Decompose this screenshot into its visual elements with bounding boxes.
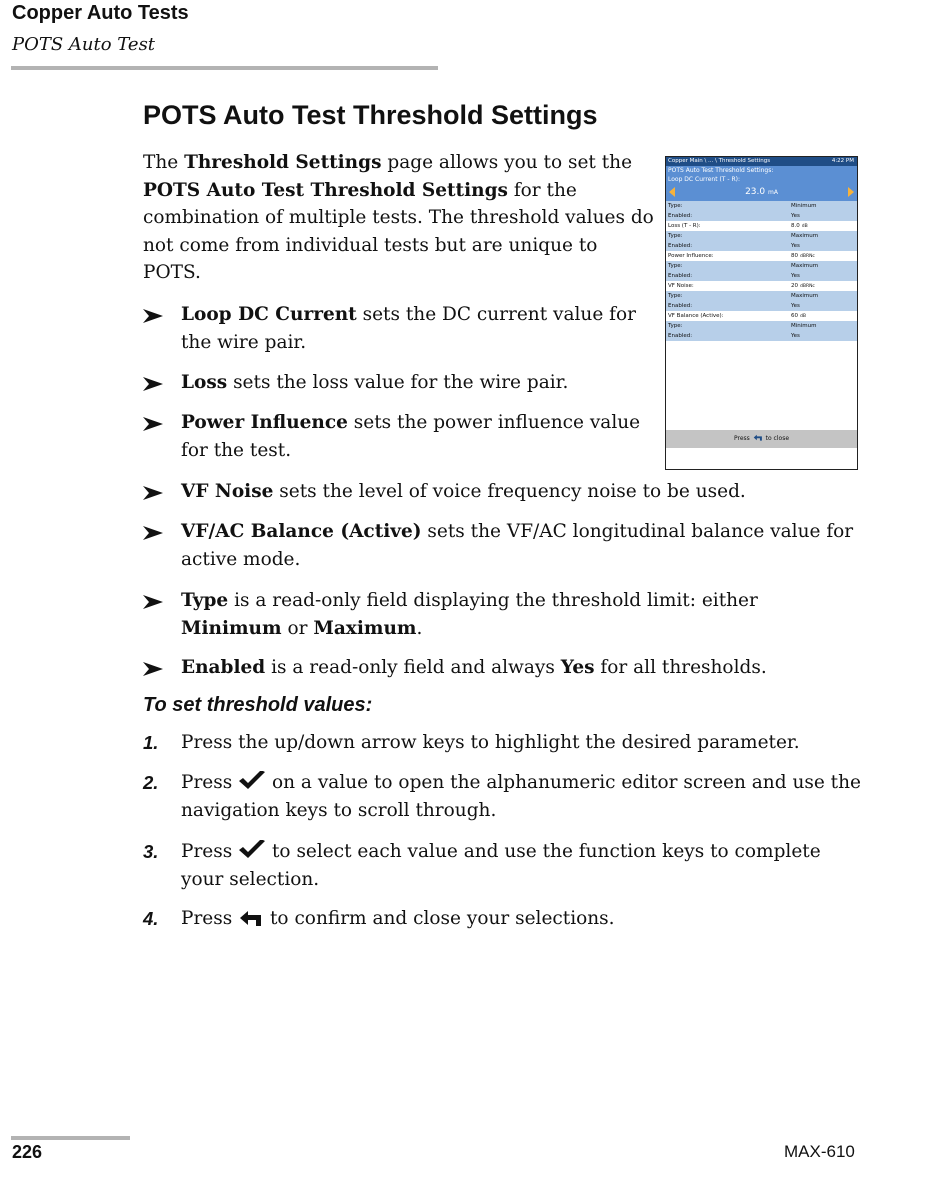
bullet-term: Type <box>181 590 229 611</box>
device-setting-label: VF Balance (Active): <box>668 313 724 319</box>
footer-rule <box>11 1136 130 1140</box>
bullet-desc: sets the level of voice frequency noise to be used. <box>273 481 746 502</box>
intro-term: POTS Auto Test Threshold Settings <box>143 179 508 201</box>
device-setting-row[interactable] <box>666 281 857 291</box>
device-setting-label: Type: <box>668 263 683 269</box>
bullet-text <box>181 587 861 642</box>
device-setting-value <box>791 271 800 281</box>
device-setting-row[interactable] <box>666 261 857 271</box>
step-text <box>181 769 861 824</box>
step-number: 1. <box>143 732 159 753</box>
page-title: POTS Auto Test Threshold Settings <box>143 100 598 130</box>
product-model: MAX-610 <box>784 1142 855 1161</box>
bullet-desc: sets the power influence value for the test. <box>181 412 641 461</box>
right-arrow-icon[interactable] <box>848 187 854 197</box>
device-setting-value <box>791 301 800 311</box>
device-setting-number: 8.0 <box>791 223 800 229</box>
step-number: 4. <box>143 908 159 929</box>
device-setting-row[interactable] <box>666 311 857 321</box>
bullet-term: Loss <box>181 372 228 393</box>
device-setting-row[interactable] <box>666 221 857 231</box>
bullet-term: VF Noise <box>181 481 274 502</box>
bullet-arrow-icon <box>143 526 163 540</box>
device-setting-number: Maximum <box>791 233 819 239</box>
device-setting-label: Enabled: <box>668 243 693 249</box>
device-setting-row[interactable] <box>666 231 857 241</box>
step-text: Press the up/down arrow keys to highlight the desired parameter. <box>181 732 800 753</box>
device-footer-text: Press <box>733 435 750 442</box>
device-setting-number: 60 <box>791 313 798 319</box>
device-setting-number: Minimum <box>791 323 817 329</box>
device-footer-text: to close <box>765 435 790 442</box>
device-setting-value <box>791 241 800 251</box>
step-text-part: Press <box>181 841 239 862</box>
device-setting-row[interactable] <box>666 291 857 301</box>
device-settings-list <box>666 201 857 341</box>
bullet-desc: sets the loss value for the wire pair. <box>227 372 569 393</box>
checkmark-icon <box>238 840 266 860</box>
intro-paragraph <box>143 149 661 287</box>
bullet-text <box>181 478 861 506</box>
device-status-bar <box>666 157 857 166</box>
intro-text: for the combination of multiple tests. The threshold values do not come from individual tests but are unique to POTS. <box>143 179 654 283</box>
device-screen-title: POTS Auto Test Threshold Settings: <box>666 166 857 175</box>
device-setting-unit: dBRNc <box>800 284 815 289</box>
bullet-desc: for all thresholds. <box>594 657 767 678</box>
bullet-desc: or <box>281 617 314 639</box>
intro-text: page allows you to set the <box>381 152 633 173</box>
back-arrow-icon <box>752 434 764 441</box>
device-value-editor[interactable] <box>666 184 857 201</box>
device-value: 23.0 <box>745 187 766 197</box>
step-text-part: Press <box>181 908 239 929</box>
device-setting-unit: dBRNc <box>800 254 815 259</box>
bullet-arrow-icon <box>143 595 163 609</box>
checkmark-icon <box>238 771 266 791</box>
device-footer <box>666 430 857 448</box>
device-setting-row[interactable] <box>666 301 857 311</box>
back-arrow-icon <box>238 909 264 927</box>
bullet-term: VF/AC Balance (Active) <box>181 521 422 542</box>
device-setting-label: VF Noise: <box>668 283 694 289</box>
device-setting-label: Loss (T - R): <box>668 223 701 229</box>
bullet-term: Yes <box>560 657 595 678</box>
device-setting-number: 20 <box>791 283 798 289</box>
step-number: 2. <box>143 772 159 793</box>
device-setting-label: Enabled: <box>668 303 693 309</box>
chapter-title: Copper Auto Tests <box>12 2 189 24</box>
device-setting-number: Yes <box>791 303 800 309</box>
device-screenshot <box>665 156 858 470</box>
device-setting-row[interactable] <box>666 271 857 281</box>
section-title: POTS Auto Test <box>12 34 156 55</box>
device-setting-label: Enabled: <box>668 273 693 279</box>
device-unit: mA <box>767 189 778 196</box>
device-setting-value <box>791 201 817 211</box>
device-setting-value <box>791 211 800 221</box>
device-setting-number: Yes <box>791 333 800 339</box>
bullet-arrow-icon <box>143 417 163 431</box>
bullet-term: Power Influence <box>181 412 348 433</box>
bullet-desc: sets the DC current value for the wire pair. <box>181 304 637 353</box>
step-text <box>181 838 861 893</box>
device-setting-value <box>791 261 818 271</box>
device-setting-unit: dB <box>801 224 808 229</box>
bullet-term: Enabled <box>181 657 266 678</box>
device-setting-row[interactable] <box>666 331 857 341</box>
bullet-desc: sets the VF/AC longitudinal balance value for active mode. <box>181 521 854 570</box>
device-setting-value <box>791 231 818 241</box>
bullet-arrow-icon <box>143 377 163 391</box>
device-setting-number: Yes <box>791 213 800 219</box>
bullet-arrow-icon <box>143 662 163 676</box>
bullet-term: Loop DC Current <box>181 304 357 325</box>
intro-text: The <box>143 152 185 173</box>
bullet-text <box>181 654 861 682</box>
bullet-text <box>181 409 651 464</box>
device-setting-row[interactable] <box>666 201 857 211</box>
device-setting-label: Type: <box>668 323 683 329</box>
device-setting-number: Maximum <box>791 263 819 269</box>
device-setting-value <box>791 291 818 301</box>
device-setting-label: Type: <box>668 203 683 209</box>
step-text-part: to select each value and use the function keys to complete your selection. <box>181 841 821 890</box>
bullet-desc: is a read-only field and always <box>265 657 561 678</box>
device-selected-param: Loop DC Current (T - R): <box>666 175 857 184</box>
step-text-part: Press <box>181 772 239 793</box>
device-setting-number: 80 <box>791 253 798 259</box>
device-setting-label: Type: <box>668 293 683 299</box>
device-setting-number: Minimum <box>791 203 817 209</box>
device-setting-label: Power Influence: <box>668 253 714 259</box>
device-setting-unit: dB <box>800 314 806 319</box>
bullet-term: Maximum <box>313 617 417 639</box>
bullet-text <box>181 518 861 573</box>
step-text <box>181 905 861 933</box>
device-setting-value <box>791 331 800 341</box>
device-setting-row[interactable] <box>666 241 857 251</box>
device-setting-value <box>791 321 817 331</box>
device-setting-number: Yes <box>791 243 800 249</box>
device-breadcrumb: Copper Main \ ... \ Threshold Settings <box>668 158 771 164</box>
step-text-part: on a value to open the alphanumeric editor screen and use the navigation keys to scroll through. <box>181 772 861 821</box>
step-text-part: to confirm and close your selections. <box>264 908 615 929</box>
page-number: 226 <box>12 1142 43 1162</box>
bullet-term: Minimum <box>181 617 282 639</box>
device-setting-label: Type: <box>668 233 683 239</box>
bullet-arrow-icon <box>143 309 163 323</box>
device-setting-row[interactable] <box>666 321 857 331</box>
bullet-arrow-icon <box>143 486 163 500</box>
bullet-text <box>181 369 643 397</box>
step-number: 3. <box>143 841 159 862</box>
bullet-desc: is a read-only field displaying the threshold limit: either <box>228 590 758 611</box>
device-setting-row[interactable] <box>666 211 857 221</box>
device-clock: 4:22 PM <box>831 158 854 164</box>
device-setting-number: Maximum <box>791 293 819 299</box>
procedure-heading: To set threshold values: <box>143 694 373 716</box>
device-setting-label: Enabled: <box>668 333 693 339</box>
device-setting-number: Yes <box>791 273 800 279</box>
header-rule <box>11 66 438 70</box>
intro-term: Threshold Settings <box>184 152 382 173</box>
bullet-text <box>181 301 643 356</box>
device-value-display <box>666 187 857 197</box>
bullet-desc: . <box>416 617 423 639</box>
device-setting-label: Enabled: <box>668 213 693 219</box>
device-setting-row[interactable] <box>666 251 857 261</box>
